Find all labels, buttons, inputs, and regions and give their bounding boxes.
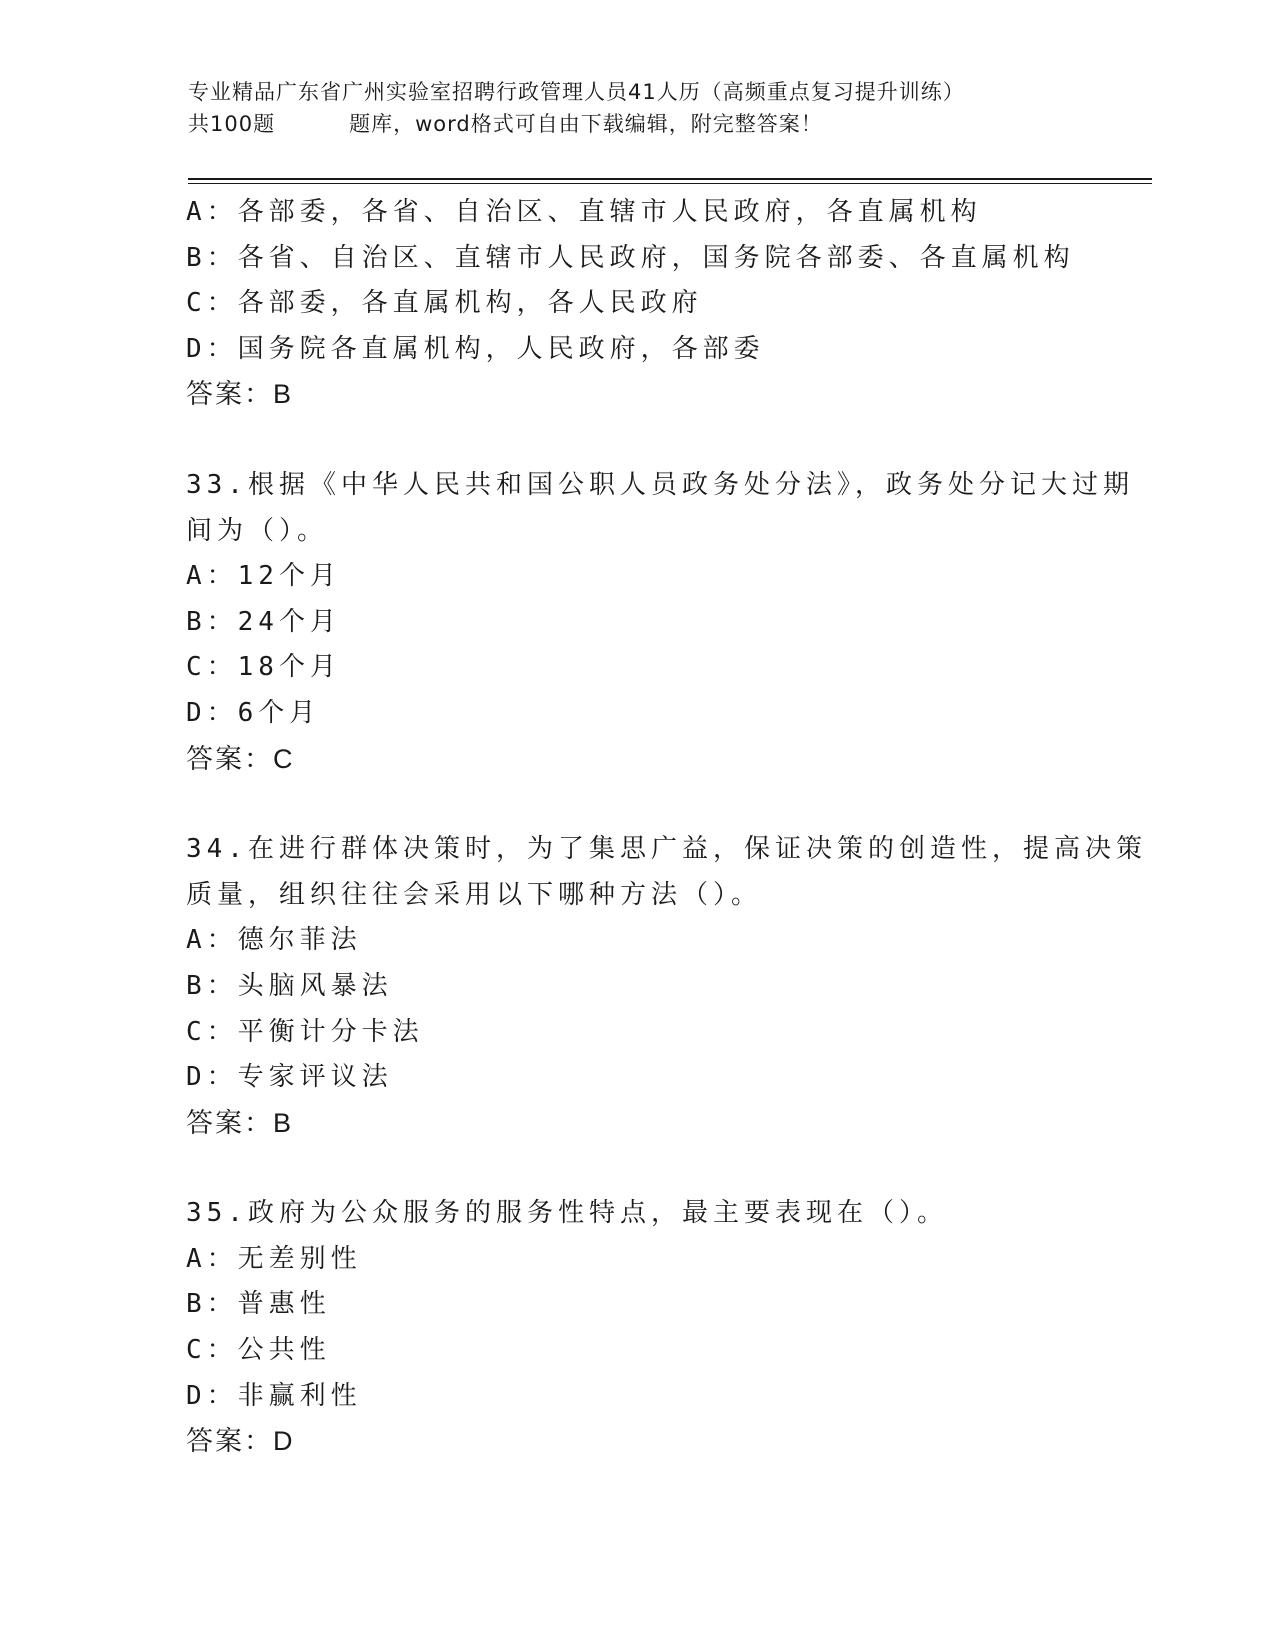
question-stem-line1: 34.在进行群体决策时，为了集思广益，保证决策的创造性，提高决策 bbox=[186, 834, 1147, 865]
header-question-count: 共100题 bbox=[188, 112, 276, 136]
answer-line: 答案：B bbox=[186, 1107, 294, 1138]
question-block-33 bbox=[186, 463, 1134, 782]
option-c: C：各部委，各直属机构，各人民政府 bbox=[186, 288, 703, 319]
document-header bbox=[188, 76, 1088, 140]
option-d: D：非赢利性 bbox=[186, 1380, 362, 1411]
option-a: A：各部委，各省、自治区、直辖市人民政府，各直属机构 bbox=[186, 197, 982, 227]
answer-line: 答案：C bbox=[186, 743, 295, 774]
header-title-line1: 专业精品广东省广州实验室招聘行政管理人员41人历（高频重点复习提升训练） bbox=[188, 80, 965, 104]
question-stem-line1: 33.根据《中华人民共和国公职人员政务处分法》，政务处分记大过期 bbox=[186, 469, 1134, 500]
option-a: A：无差别性 bbox=[186, 1243, 362, 1274]
header-divider-thin bbox=[188, 183, 1152, 184]
header-description: 题库，word格式可自由下载编辑，附完整答案！ bbox=[349, 112, 823, 136]
option-b: B：头脑风暴法 bbox=[186, 970, 393, 1001]
question-stem-line2: 质量，组织往往会采用以下哪种方法（）。 bbox=[186, 879, 763, 910]
option-b: B：各省、自治区、直辖市人民政府，国务院各部委、各直属机构 bbox=[186, 242, 1075, 273]
option-d: D：国务院各直属机构，人民政府，各部委 bbox=[186, 333, 765, 364]
option-c: C：平衡计分卡法 bbox=[186, 1016, 424, 1047]
answer-line: 答案：D bbox=[186, 1426, 295, 1457]
header-title-line2 bbox=[188, 108, 1088, 140]
option-a: A：德尔菲法 bbox=[186, 925, 362, 956]
option-d: D：6个月 bbox=[186, 697, 321, 728]
question-stem-line2: 间为（）。 bbox=[186, 515, 329, 546]
option-b: B：普惠性 bbox=[186, 1289, 331, 1320]
option-c: C：18个月 bbox=[186, 652, 341, 683]
question-block-34 bbox=[186, 827, 1147, 1146]
header-divider-thick bbox=[188, 178, 1152, 180]
option-a: A：12个月 bbox=[186, 561, 341, 592]
option-b: B：24个月 bbox=[186, 606, 341, 637]
question-content bbox=[186, 190, 1147, 1465]
question-block-35 bbox=[186, 1191, 1086, 1465]
question-stem-line1: 35.政府为公众服务的服务性特点，最主要表现在（）。 bbox=[186, 1198, 948, 1229]
answer-line: 答案：B bbox=[186, 379, 294, 410]
question-block-32 bbox=[186, 190, 1086, 418]
option-d: D：专家评议法 bbox=[186, 1062, 393, 1093]
option-c: C：公共性 bbox=[186, 1335, 331, 1366]
